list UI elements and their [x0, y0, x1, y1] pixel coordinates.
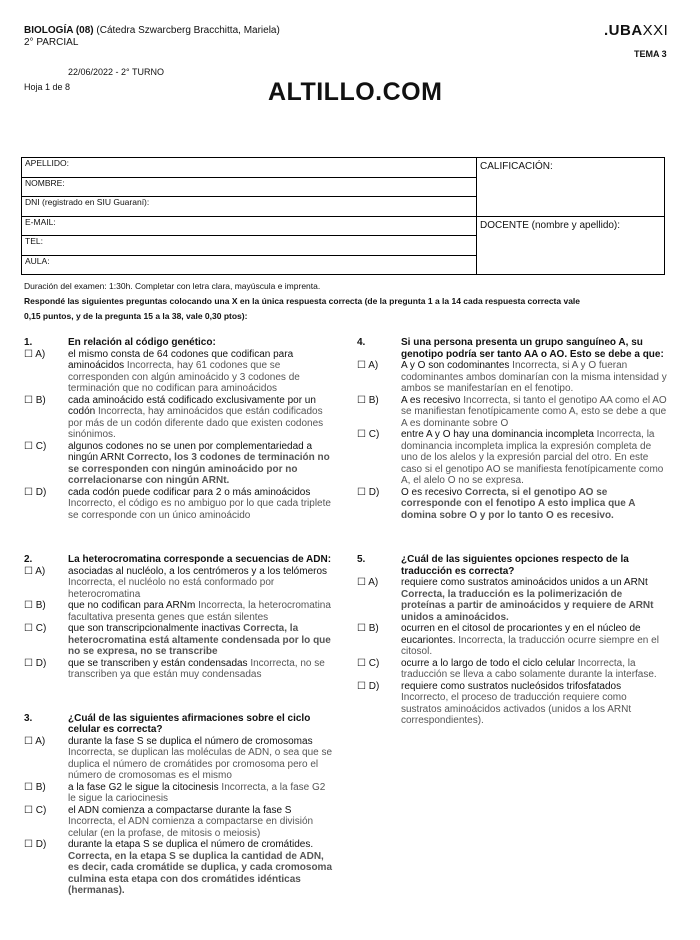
answer-option[interactable]: [24, 782, 334, 805]
exam-duration: Duración del examen: 1:30h. Completar con letra clara, mayúscula e imprenta.: [24, 281, 321, 291]
question-number: 3.: [24, 712, 33, 724]
option-checkbox-label: ☐ C): [357, 429, 380, 440]
option-checkbox-label: ☐ B): [24, 600, 46, 611]
question: [24, 554, 334, 681]
answer-option[interactable]: [24, 441, 334, 487]
course-chair: (Cátedra Szwarcberg Bracchitta, Mariela): [93, 25, 280, 36]
option-checkbox-label: ☐ A): [24, 735, 46, 747]
question-number: 1.: [24, 337, 33, 348]
answer-option[interactable]: [357, 577, 669, 623]
question-title: [357, 337, 669, 360]
exam-name: 2° PARCIAL: [24, 37, 79, 48]
answer-option[interactable]: [24, 658, 334, 681]
field-nombre[interactable]: NOMBRE:: [22, 177, 477, 197]
option-explanation-incorrect: Incorrecta, la traducción se lleva a cabo solamente durante la interfase.: [401, 657, 657, 680]
option-text: el ADN comienza a compactarse durante la fase S: [68, 804, 292, 816]
question-title: [357, 554, 669, 577]
question-text: ¿Cuál de las siguientes afirmaciones sobre el ciclo celular es correcta?: [68, 712, 311, 735]
answer-option[interactable]: [24, 736, 334, 782]
option-checkbox-label: ☐ B): [357, 623, 379, 634]
answer-option[interactable]: [357, 360, 669, 395]
student-info-form: [21, 157, 665, 275]
answer-option[interactable]: [24, 395, 334, 441]
option-explanation-incorrect: Incorrecta, se duplican las moléculas de ADN, o sea que se duplica el número de cromátides por cromosoma pero el número de cromosomas es el mismo: [68, 747, 333, 781]
question-text: En relación al código genético:: [68, 337, 216, 348]
course-name: BIOLOGÍA (08): [24, 25, 94, 36]
option-text: A y O son codominantes: [401, 360, 510, 371]
option-text: algunos codones no se unen por complementariedad a ningún ARNt: [68, 440, 313, 463]
field-docente[interactable]: DOCENTE (nombre y apellido):: [477, 216, 665, 275]
field-email[interactable]: E-MAIL:: [22, 216, 477, 236]
question-number: 5.: [357, 554, 366, 565]
question-number: 2.: [24, 554, 33, 565]
option-checkbox-label: ☐ C): [24, 804, 47, 816]
option-explanation-incorrect: Incorrecta, a la fase G2 le sigue la cariocinesis: [68, 781, 326, 804]
question: [357, 554, 669, 727]
option-text: asociadas al nucléolo, a los centrómeros y a los telómeros: [68, 565, 328, 577]
option-explanation-incorrect: Incorrecto, el código es no ambiguo por lo que cada triplete se corresponde con un único aminoácido: [68, 498, 331, 521]
option-checkbox-label: ☐ C): [24, 623, 47, 634]
option-checkbox-label: ☐ B): [24, 394, 46, 406]
answer-option[interactable]: [24, 487, 334, 522]
option-checkbox-label: ☐ D): [357, 486, 380, 498]
answer-option[interactable]: [357, 681, 669, 727]
answer-option[interactable]: [24, 600, 334, 623]
field-calificacion[interactable]: CALIFICACIÓN:: [477, 158, 665, 217]
option-explanation-incorrect: Incorrecta, hay aminoácidos que están codificados por más de un codón diferente dado que existen codones sinónimos.: [68, 406, 324, 440]
option-explanation-incorrect: Incorrecta, si tanto el genotipo AA como el AO se manifiestan fenotípicamente como A, esto se debe a que A es dominante sobre O: [401, 394, 667, 429]
uba-logo-thin: XXI: [642, 22, 669, 39]
questions-left-column: [24, 337, 334, 897]
answer-option[interactable]: [24, 805, 334, 840]
questions-right-column: [357, 337, 669, 727]
option-explanation-correct: Correcta, la traducción es la polimerización de proteínas a partir de aminoácidos y requiere de ARNt unidos a aminoácidos.: [401, 588, 654, 623]
uba-logo-main: .UBA: [604, 22, 643, 39]
question-text: La heterocromatina corresponde a secuencias de ADN:: [68, 554, 332, 565]
option-text: que son transcripcionalmente inactivas: [68, 623, 241, 634]
option-explanation-correct: Correcta, si el genotipo AO se corresponde con el fenotipo A esto implica que A domina sobre O y por lo tanto O es recesivo.: [401, 486, 636, 521]
tema-label: TEMA 3: [634, 49, 667, 59]
course-line: [24, 25, 280, 37]
option-checkbox-label: ☐ D): [24, 839, 47, 850]
option-explanation-incorrect: Incorrecta, si A y O fueran codominantes ambos dominarían con la misma intensidad y ambos se manifestarían en el fenotipo.: [401, 360, 667, 394]
field-dni[interactable]: DNI (registrado en SIU Guaraní):: [22, 197, 477, 217]
option-explanation-correct: Correcta, la heterocromatina está altamente condensada por lo que no se expresa, no se transcribe: [68, 623, 331, 657]
option-checkbox-label: ☐ A): [24, 565, 46, 577]
question-number: 4.: [357, 337, 366, 348]
option-text: cada codón puede codificar para 2 o más aminoácidos: [68, 486, 311, 498]
option-checkbox-label: ☐ C): [24, 440, 47, 452]
instructions: [24, 294, 684, 324]
option-text: cada aminoácido está codificado exclusivamente por un codón: [68, 394, 316, 417]
field-tel[interactable]: TEL:: [22, 236, 477, 256]
answer-option[interactable]: [357, 429, 669, 487]
option-explanation-correct: Correcta, en la etapa S se duplica la cantidad de ADN, es decir, cada cromátide se duplica, y cada cromosoma culmina esta etapa con dos cromátides idénticas (hermanas).: [68, 850, 333, 896]
question-title: [24, 554, 334, 566]
option-explanation-incorrect: Incorrecta, hay 61 codones que se corresponden con algún aminoácido y 3 codones de terminación que no codifican para aminoácidos: [68, 360, 300, 394]
option-explanation-incorrect: Incorrecta, el nucléolo no está conformado por heterocromatina: [68, 577, 275, 600]
option-text: durante la fase S se duplica el número de cromosomas: [68, 735, 313, 747]
answer-option[interactable]: [24, 623, 334, 658]
option-text: que no codifican para ARNm: [68, 600, 196, 611]
field-aula[interactable]: AULA:: [22, 255, 477, 275]
option-explanation-incorrect: Incorrecto, el proceso de traducción requiere como sustratos aminoácidos activados (unidos a los ARNt correspondientes).: [401, 692, 632, 726]
option-text: a la fase G2 le sigue la citocinesis: [68, 781, 219, 793]
uba-logo: [604, 22, 668, 39]
instructions-line-2: 0,15 puntos, y de la pregunta 15 a la 38, vale 0,30 ptos):: [24, 311, 248, 321]
option-checkbox-label: ☐ B): [24, 781, 46, 793]
question-title: [24, 713, 334, 736]
answer-option[interactable]: [357, 623, 669, 658]
question: [24, 337, 334, 521]
option-checkbox-label: ☐ B): [357, 394, 379, 406]
question: [24, 713, 334, 897]
option-text: O es recesivo: [401, 486, 463, 498]
option-checkbox-label: ☐ D): [24, 486, 47, 498]
question-title: [24, 337, 334, 349]
option-checkbox-label: ☐ D): [357, 680, 380, 692]
option-explanation-correct: Correcto, los 3 codones de terminación no se corresponden con ningún aminoácido por no correlacionarse con ningún ARNt.: [68, 452, 330, 486]
option-checkbox-label: ☐ A): [24, 348, 46, 360]
option-checkbox-label: ☐ C): [357, 657, 380, 669]
option-text: requiere como sustratos nucleósidos trifosfatados: [401, 680, 622, 692]
option-text: entre A y O hay una dominancia incompleta: [401, 429, 594, 440]
option-explanation-incorrect: Incorrecta, la dominancia incompleta implica la expresión completa de uno de los alelos y la expresión parcial del otro. En este caso si el genotipo AO se manifiesta fenotípicamente como A, el alelo O no se expresa.: [401, 429, 664, 486]
option-explanation-incorrect: Incorrecta, el ADN comienza a compactarse en división celular (en la profase, de mitosis o meiosis): [68, 816, 314, 839]
answer-option[interactable]: [357, 658, 669, 681]
option-text: A es recesivo: [401, 394, 461, 406]
brand-watermark: ALTILLO.COM: [268, 78, 443, 106]
exam-date: 22/06/2022 - 2° TURNO: [68, 67, 164, 77]
question: [357, 337, 669, 521]
option-text: ocurre a lo largo de todo el ciclo celular: [401, 657, 575, 669]
question-text: Si una persona presenta un grupo sanguíneo A, su genotipo podría ser tanto AA o AO. Esto se debe a que:: [401, 337, 664, 360]
option-checkbox-label: ☐ A): [357, 360, 379, 371]
answer-option[interactable]: [24, 839, 334, 897]
option-checkbox-label: ☐ A): [357, 577, 379, 588]
option-text: el mismo consta de 64 codones que codifican para aminoácidos: [68, 348, 294, 371]
field-apellido[interactable]: APELLIDO:: [22, 158, 477, 178]
answer-option[interactable]: [357, 395, 669, 430]
option-text: que se transcriben y están condensadas: [68, 657, 248, 669]
answer-option[interactable]: [357, 487, 669, 522]
answer-option[interactable]: [24, 349, 334, 395]
instructions-line-1: Respondé las siguientes preguntas colocando una X en la única respuesta correcta (de la pregunta 1 a la 14 cada respuesta correcta vale: [24, 296, 581, 306]
option-explanation-incorrect: Incorrecta, la traducción ocurre siempre en el citosol.: [401, 634, 659, 657]
option-text: requiere como sustratos aminoácidos unidos a un ARNt: [401, 577, 648, 588]
option-text: durante la etapa S se duplica el número de cromátides.: [68, 839, 314, 850]
page-number: Hoja 1 de 8: [24, 82, 71, 92]
option-explanation-incorrect: Incorrecta, no se transcriben ya que están muy condensadas: [68, 657, 325, 680]
option-checkbox-label: ☐ D): [24, 657, 47, 669]
question-text: ¿Cuál de las siguientes opciones respecto de la traducción es correcta?: [401, 554, 629, 577]
option-text: ocurren en el citosol de procariontes y en el núcleo de eucariontes.: [401, 623, 641, 646]
answer-option[interactable]: [24, 566, 334, 601]
option-explanation-incorrect: Incorrecta, la heterocromatina facultativa presenta genes que están silentes: [68, 600, 331, 623]
